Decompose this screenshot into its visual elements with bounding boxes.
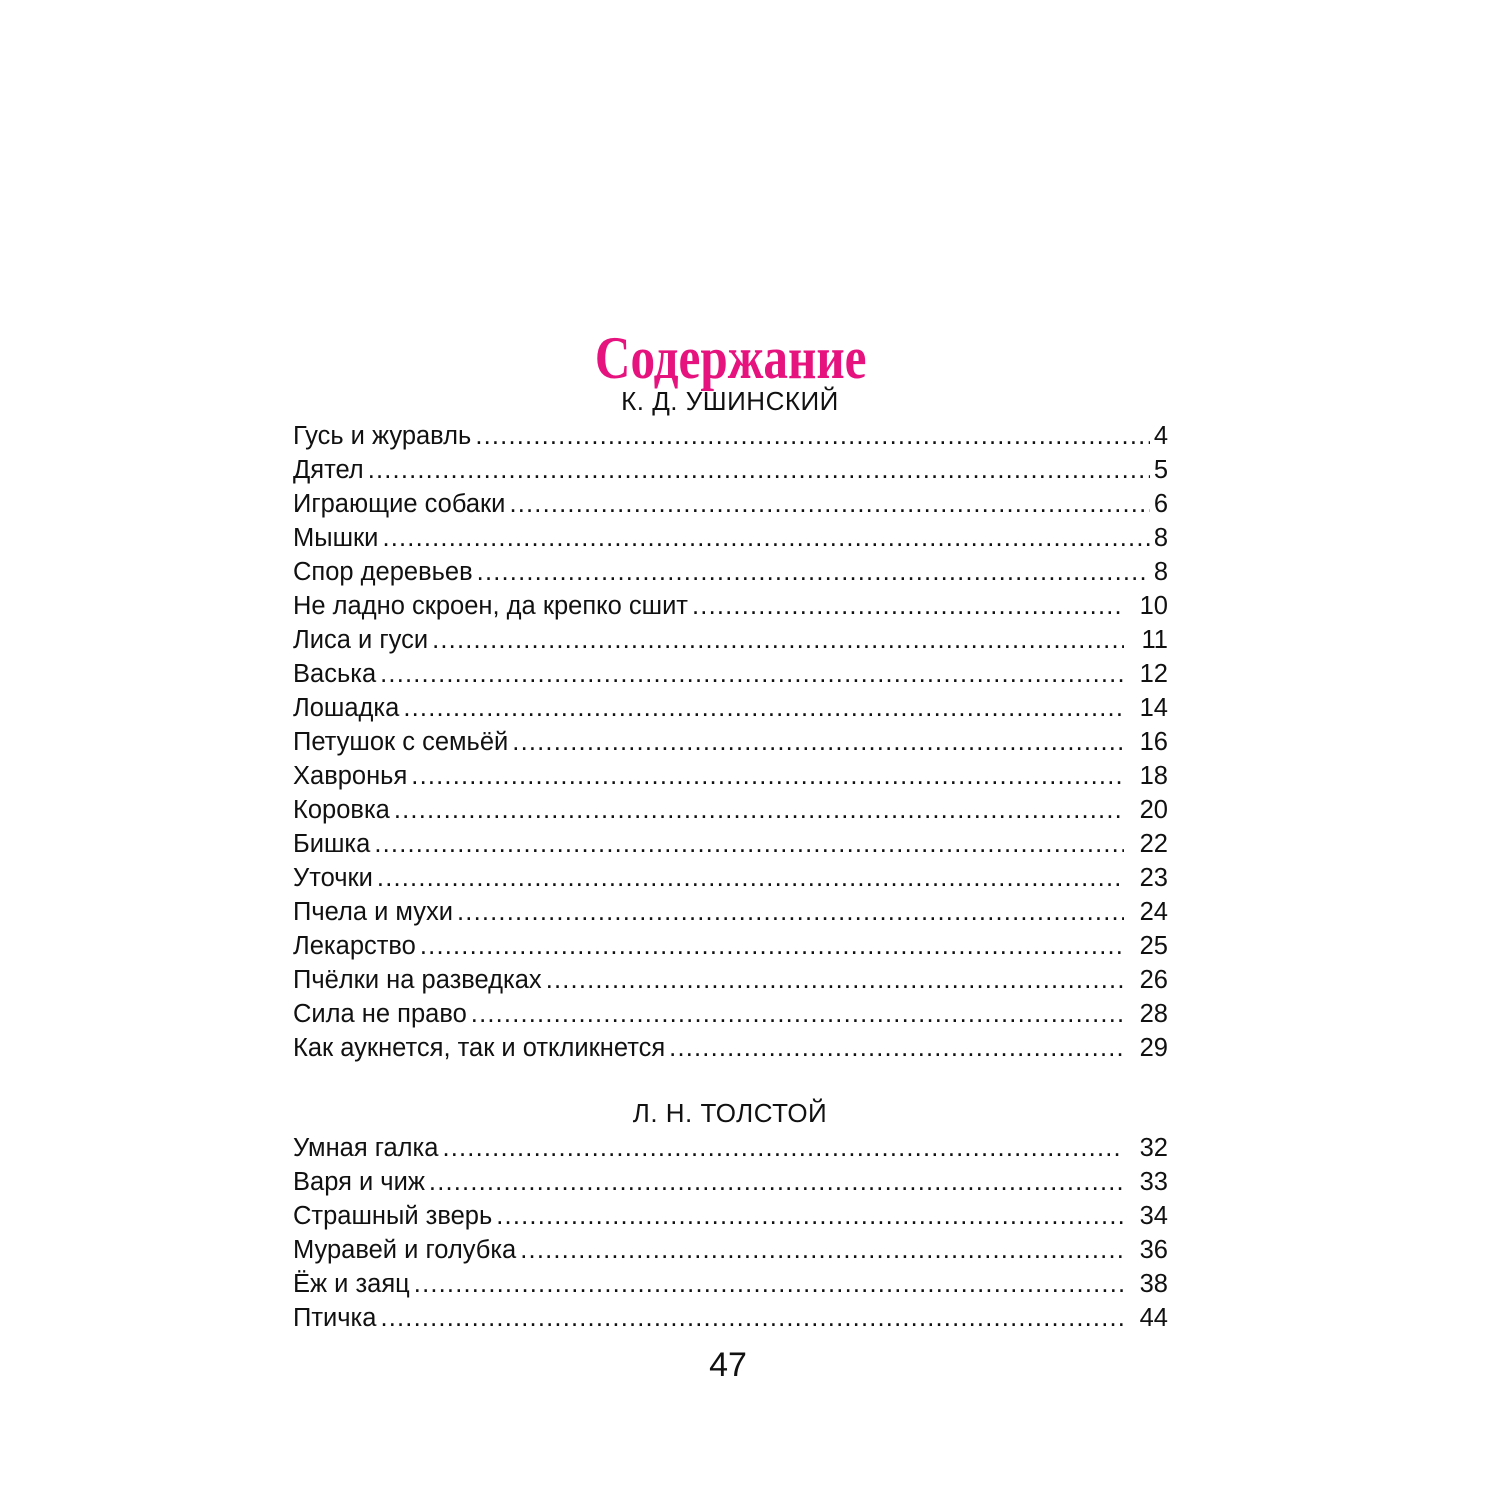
toc-entry-page: 24 (1139, 898, 1168, 926)
toc-entry[interactable] (293, 929, 1168, 963)
toc-entry[interactable] (293, 1233, 1168, 1267)
toc-entry-title: Умная галка (293, 1134, 439, 1162)
toc-entry[interactable] (293, 521, 1168, 555)
toc-entry-title: Муравей и голубка (293, 1236, 517, 1264)
page-title: Содержание (594, 325, 867, 392)
dot-leader (380, 1301, 1124, 1335)
toc-entry-title: Пчёлки на разведках (293, 966, 542, 994)
toc-entry[interactable] (293, 827, 1168, 861)
dot-leader (457, 895, 1124, 929)
toc-entry[interactable] (293, 589, 1168, 623)
dot-leader (380, 657, 1124, 691)
toc-entry-page: 34 (1139, 1202, 1168, 1230)
dot-leader (382, 521, 1149, 555)
dot-leader (509, 487, 1149, 521)
toc-entry[interactable] (293, 861, 1168, 895)
dot-leader (394, 793, 1124, 827)
toc-entry-title: Сила не право (293, 1000, 467, 1028)
toc-entry-page: 16 (1139, 728, 1168, 756)
toc-entry-title: Дятел (293, 456, 364, 484)
dot-leader (669, 1031, 1124, 1065)
dot-leader (377, 861, 1124, 895)
toc-entry-page: 25 (1139, 932, 1168, 960)
toc-entry[interactable] (293, 487, 1168, 521)
dot-leader (546, 963, 1124, 997)
toc-entry-page: 10 (1139, 592, 1168, 620)
toc-entry[interactable] (293, 725, 1168, 759)
toc-entry[interactable] (293, 1267, 1168, 1301)
toc-entry-page: 23 (1139, 864, 1168, 892)
dot-leader (692, 589, 1124, 623)
dot-leader (374, 827, 1124, 861)
toc-entry-title: Страшный зверь (293, 1202, 493, 1230)
toc-entry-title: Уточки (293, 864, 373, 892)
toc-entry-title: Лекарство (293, 932, 416, 960)
toc-entry[interactable] (293, 1301, 1168, 1335)
toc-entry-page: 29 (1139, 1034, 1168, 1062)
toc-list-tolstoy (293, 1131, 1168, 1335)
toc-entry-page: 11 (1141, 626, 1168, 654)
toc-entry-page: 28 (1139, 1000, 1168, 1028)
toc-entry-title: Гусь и журавль (293, 422, 472, 450)
toc-entry[interactable] (293, 1199, 1168, 1233)
toc-entry[interactable] (293, 963, 1168, 997)
dot-leader (442, 1131, 1124, 1165)
toc-entry-page: 33 (1139, 1168, 1168, 1196)
toc-entry-title: Петушок с семьёй (293, 728, 509, 756)
toc-entry-page: 18 (1139, 762, 1168, 790)
toc-entry-page: 38 (1139, 1270, 1168, 1298)
toc-entry[interactable] (293, 453, 1168, 487)
toc-list-ushinsky (293, 419, 1168, 1065)
dot-leader (420, 929, 1124, 963)
dot-leader (403, 691, 1124, 725)
toc-entry-page: 4 (1153, 422, 1168, 450)
toc-entry-page: 6 (1153, 490, 1168, 518)
dot-leader (512, 725, 1124, 759)
section-author-tolstoy: Л. Н. ТОЛСТОЙ (632, 1098, 828, 1128)
dot-leader (496, 1199, 1124, 1233)
toc-entry-title: Хавронья (293, 762, 408, 790)
toc-entry-page: 8 (1153, 524, 1168, 552)
page-number: 47 (709, 1346, 747, 1384)
toc-entry[interactable] (293, 657, 1168, 691)
toc-entry-title: Лиса и гуси (293, 626, 429, 654)
dot-leader (520, 1233, 1124, 1267)
toc-entry-title: Как аукнется, так и откликнется (293, 1034, 666, 1062)
toc-entry[interactable] (293, 623, 1168, 657)
toc-entry-page: 22 (1139, 830, 1168, 858)
dot-leader (368, 453, 1150, 487)
toc-entry-title: Пчела и мухи (293, 898, 453, 926)
toc-entry-title: Не ладно скроен, да крепко сшит (293, 592, 688, 620)
toc-entry[interactable] (293, 555, 1168, 589)
toc-entry-title: Бишка (293, 830, 371, 858)
toc-entry[interactable] (293, 759, 1168, 793)
toc-entry-title: Васька (293, 660, 377, 688)
dot-leader (471, 997, 1124, 1031)
toc-entry-title: Коровка (293, 796, 390, 824)
toc-entry-title: Играющие собаки (293, 490, 506, 518)
dot-leader (411, 759, 1124, 793)
toc-entry-page: 26 (1139, 966, 1168, 994)
dot-leader (414, 1267, 1124, 1301)
toc-entry-page: 20 (1139, 796, 1168, 824)
toc-entry-title: Мышки (293, 524, 379, 552)
toc-entry-page: 12 (1139, 660, 1168, 688)
toc-entry-page: 5 (1153, 456, 1168, 484)
section-author-ushinsky: К. Д. УШИНСКИЙ (621, 386, 839, 416)
toc-entry-title: Птичка (293, 1304, 377, 1332)
toc-entry[interactable] (293, 1165, 1168, 1199)
toc-entry[interactable] (293, 997, 1168, 1031)
toc-entry-title: Варя и чиж (293, 1168, 425, 1196)
toc-entry[interactable] (293, 793, 1168, 827)
dot-leader (429, 1165, 1124, 1199)
toc-entry[interactable] (293, 419, 1168, 453)
toc-entry-page: 14 (1139, 694, 1168, 722)
toc-entry-page: 8 (1153, 558, 1168, 586)
dot-leader (475, 419, 1149, 453)
toc-entry-page: 32 (1139, 1134, 1168, 1162)
toc-entry[interactable] (293, 895, 1168, 929)
dot-leader (432, 623, 1124, 657)
toc-entry-title: Лошадка (293, 694, 400, 722)
toc-entry[interactable] (293, 1031, 1168, 1065)
toc-entry-page: 44 (1139, 1304, 1168, 1332)
toc-entry-title: Ёж и заяц (293, 1270, 410, 1298)
toc-entry-title: Спор деревьев (293, 558, 473, 586)
toc-entry[interactable] (293, 691, 1168, 725)
toc-entry-page: 36 (1139, 1236, 1168, 1264)
toc-entry[interactable] (293, 1131, 1168, 1165)
dot-leader (477, 555, 1150, 589)
